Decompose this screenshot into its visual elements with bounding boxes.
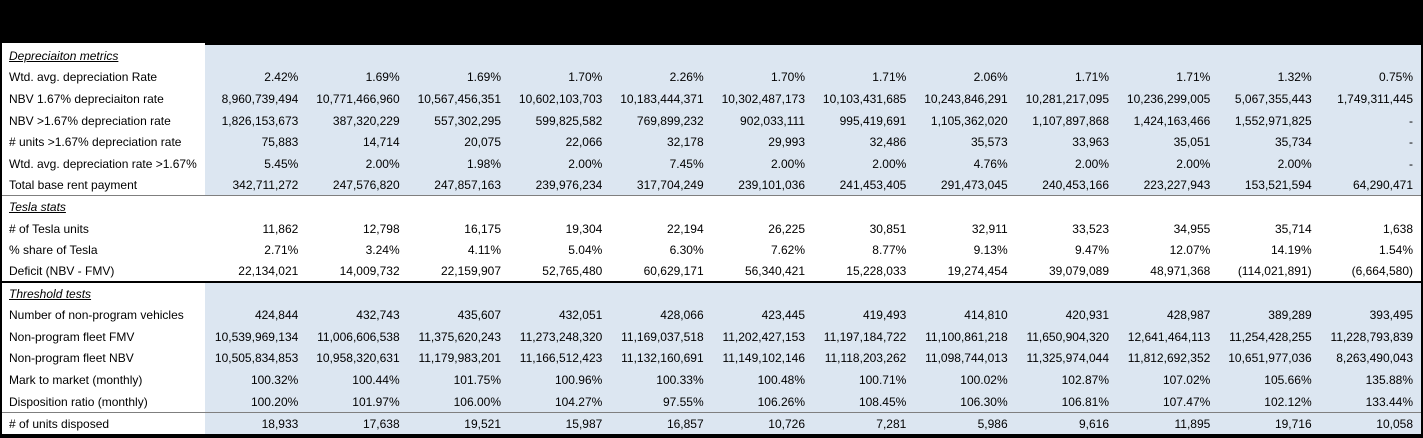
cell[interactable]: 1.69% <box>408 67 509 89</box>
cell[interactable]: 12,641,464,113 <box>1117 326 1218 348</box>
cell[interactable]: 107.02% <box>1117 369 1218 391</box>
cell[interactable]: 75,883 <box>205 131 306 153</box>
table-row <box>2 67 1421 89</box>
section-heading-cell[interactable] <box>2 196 205 218</box>
table-border-bottom <box>0 434 1423 438</box>
cell[interactable]: 239,101,036 <box>712 175 813 196</box>
cell[interactable]: 101.97% <box>306 391 407 413</box>
cell[interactable]: 22,066 <box>509 131 610 153</box>
section-heading-text: Threshold tests <box>9 286 92 301</box>
cell[interactable]: 11,179,983,201 <box>408 348 509 370</box>
table-row <box>2 175 1421 197</box>
cell[interactable]: 11,166,512,423 <box>509 348 610 370</box>
cell[interactable]: 2.00% <box>813 153 914 175</box>
cell[interactable]: 11,273,248,320 <box>509 326 610 348</box>
table-row <box>2 369 1421 391</box>
cell[interactable]: 0.75% <box>1320 67 1421 89</box>
cell[interactable]: 5,067,355,443 <box>1218 88 1319 110</box>
cell[interactable]: 5,986 <box>914 413 1015 434</box>
cell[interactable]: 106.26% <box>712 391 813 413</box>
cell[interactable]: 10,539,969,134 <box>205 326 306 348</box>
cell[interactable]: 11,118,203,262 <box>813 348 914 370</box>
cell[interactable]: 247,857,163 <box>408 175 509 196</box>
cell[interactable]: 389,289 <box>1218 304 1319 326</box>
cell[interactable]: 8,263,490,043 <box>1320 348 1421 370</box>
cell[interactable]: 11,100,861,218 <box>914 326 1015 348</box>
cell[interactable]: 104.27% <box>509 391 610 413</box>
cell[interactable]: 10,505,834,853 <box>205 348 306 370</box>
cell[interactable]: 35,714 <box>1218 218 1319 240</box>
section-heading-text: Depreciaiton metrics <box>9 48 119 63</box>
cell[interactable]: 100.02% <box>914 369 1015 391</box>
cell[interactable]: 2.00% <box>1016 153 1117 175</box>
cell[interactable]: 32,486 <box>813 131 914 153</box>
table-row <box>2 348 1421 370</box>
cell[interactable]: 11,169,037,518 <box>610 326 711 348</box>
cell[interactable]: 1,638 <box>1320 218 1421 240</box>
cell[interactable]: 48,971,368 <box>1117 261 1218 281</box>
cell[interactable]: 4.76% <box>914 153 1015 175</box>
cell[interactable]: 1,105,362,020 <box>914 110 1015 132</box>
cell[interactable]: 100.96% <box>509 369 610 391</box>
table-row <box>2 88 1421 110</box>
cell[interactable]: 10,726 <box>712 413 813 434</box>
cell[interactable]: 1.32% <box>1218 67 1319 89</box>
row-label[interactable]: # units >1.67% depreciation rate <box>2 131 205 153</box>
cell[interactable]: 10,236,299,005 <box>1117 88 1218 110</box>
cell[interactable] <box>408 45 509 67</box>
cell[interactable]: 414,810 <box>914 304 1015 326</box>
cell[interactable]: 2.00% <box>1117 153 1218 175</box>
cell[interactable]: 1.54% <box>1320 239 1421 261</box>
cell[interactable] <box>205 283 306 305</box>
cell[interactable]: 11,650,904,320 <box>1016 326 1117 348</box>
cell[interactable] <box>712 45 813 67</box>
cell[interactable] <box>1320 45 1421 67</box>
cell[interactable]: 10,771,466,960 <box>306 88 407 110</box>
cell[interactable]: 18,933 <box>205 413 306 434</box>
cell[interactable]: 97.55% <box>610 391 711 413</box>
cell[interactable]: 11,006,606,538 <box>306 326 407 348</box>
cell[interactable]: 291,473,045 <box>914 175 1015 196</box>
cell[interactable]: 11,895 <box>1117 413 1218 434</box>
cell[interactable]: 30,851 <box>813 218 914 240</box>
cell[interactable]: 241,453,405 <box>813 175 914 196</box>
cell[interactable] <box>1016 196 1117 218</box>
cell[interactable]: 26,225 <box>712 218 813 240</box>
cell[interactable] <box>306 196 407 218</box>
cell[interactable]: 420,931 <box>1016 304 1117 326</box>
cell[interactable]: 32,178 <box>610 131 711 153</box>
cell[interactable]: 342,711,272 <box>205 175 306 196</box>
section-heading-row <box>2 283 1421 305</box>
cell[interactable]: 432,743 <box>306 304 407 326</box>
cell[interactable] <box>509 196 610 218</box>
cell[interactable]: 12,798 <box>306 218 407 240</box>
cell[interactable]: 1.70% <box>712 67 813 89</box>
cell[interactable]: 16,175 <box>408 218 509 240</box>
cell[interactable]: 11,228,793,839 <box>1320 326 1421 348</box>
cell[interactable]: 106.00% <box>408 391 509 413</box>
cell[interactable]: 1,826,153,673 <box>205 110 306 132</box>
table-row <box>2 239 1421 261</box>
cell[interactable]: 12.07% <box>1117 239 1218 261</box>
cell[interactable]: 1.69% <box>306 67 407 89</box>
cell[interactable]: 19,274,454 <box>914 261 1015 281</box>
cell[interactable]: 5.45% <box>205 153 306 175</box>
cell[interactable]: 10,281,217,095 <box>1016 88 1117 110</box>
cell[interactable] <box>1117 283 1218 305</box>
cell[interactable]: (6,664,580) <box>1320 261 1421 281</box>
cell[interactable]: 11,812,692,352 <box>1117 348 1218 370</box>
table-row <box>2 326 1421 348</box>
cell[interactable]: 1,107,897,868 <box>1016 110 1117 132</box>
cell[interactable]: 1,424,163,466 <box>1117 110 1218 132</box>
cell[interactable]: 100.71% <box>813 369 914 391</box>
cell[interactable]: 8.77% <box>813 239 914 261</box>
cell[interactable]: 11,375,620,243 <box>408 326 509 348</box>
row-label[interactable]: Number of non-program vehicles <box>2 304 205 326</box>
table-row <box>2 218 1421 240</box>
cell[interactable] <box>914 283 1015 305</box>
cell[interactable]: 1.71% <box>1117 67 1218 89</box>
cell[interactable] <box>1117 45 1218 67</box>
cell[interactable]: 11,149,102,146 <box>712 348 813 370</box>
row-label[interactable]: # of Tesla units <box>2 218 205 240</box>
cell[interactable] <box>306 283 407 305</box>
cell[interactable]: 995,419,691 <box>813 110 914 132</box>
cell[interactable]: 34,955 <box>1117 218 1218 240</box>
cell[interactable]: 33,523 <box>1016 218 1117 240</box>
cell[interactable] <box>509 283 610 305</box>
row-label[interactable]: Total base rent payment <box>2 175 205 196</box>
cell[interactable]: 1.71% <box>1016 67 1117 89</box>
cell[interactable] <box>408 196 509 218</box>
cell[interactable] <box>509 45 610 67</box>
cell[interactable] <box>914 45 1015 67</box>
cell[interactable]: 10,602,103,703 <box>509 88 610 110</box>
cell[interactable]: 56,340,421 <box>712 261 813 281</box>
cell[interactable] <box>914 196 1015 218</box>
cell[interactable]: 10,651,977,036 <box>1218 348 1319 370</box>
cell[interactable]: 2.00% <box>712 153 813 175</box>
cell[interactable]: 10,183,444,371 <box>610 88 711 110</box>
cell[interactable]: 1,552,971,825 <box>1218 110 1319 132</box>
cell[interactable]: 11,202,427,153 <box>712 326 813 348</box>
cell[interactable]: 247,576,820 <box>306 175 407 196</box>
cell[interactable] <box>1320 283 1421 305</box>
cell[interactable]: 106.81% <box>1016 391 1117 413</box>
cell[interactable]: 8,960,739,494 <box>205 88 306 110</box>
cell[interactable]: 39,079,089 <box>1016 261 1117 281</box>
row-label[interactable]: Disposition ratio (monthly) <box>2 391 205 413</box>
section-heading-row <box>2 45 1421 67</box>
cell[interactable]: 2.06% <box>914 67 1015 89</box>
table-row <box>2 412 1421 434</box>
cell[interactable]: 9.47% <box>1016 239 1117 261</box>
cell[interactable]: 20,075 <box>408 131 509 153</box>
table-row <box>2 304 1421 326</box>
table-body <box>2 45 1421 434</box>
cell[interactable]: 35,573 <box>914 131 1015 153</box>
cell[interactable]: 5.04% <box>509 239 610 261</box>
cell[interactable]: 6.30% <box>610 239 711 261</box>
cell[interactable]: 2.00% <box>1218 153 1319 175</box>
section-heading-row <box>2 196 1421 218</box>
table-row <box>2 110 1421 132</box>
cell[interactable]: 11,132,160,691 <box>610 348 711 370</box>
cell[interactable]: 435,607 <box>408 304 509 326</box>
cell[interactable]: 35,734 <box>1218 131 1319 153</box>
cell[interactable] <box>610 283 711 305</box>
cell[interactable]: 19,521 <box>408 413 509 434</box>
cell[interactable]: 9,616 <box>1016 413 1117 434</box>
row-label[interactable]: Non-program fleet NBV <box>2 348 205 370</box>
cell[interactable]: 9.13% <box>914 239 1015 261</box>
cell[interactable]: 32,911 <box>914 218 1015 240</box>
cell[interactable] <box>610 196 711 218</box>
cell[interactable] <box>1117 196 1218 218</box>
cell[interactable]: 19,304 <box>509 218 610 240</box>
section-heading-cell[interactable] <box>2 283 205 305</box>
cell[interactable]: 133.44% <box>1320 391 1421 413</box>
cell[interactable]: 387,320,229 <box>306 110 407 132</box>
cell[interactable]: 11,197,184,722 <box>813 326 914 348</box>
cell[interactable]: 22,134,021 <box>205 261 306 281</box>
cell[interactable]: 769,899,232 <box>610 110 711 132</box>
table-border-left <box>0 0 2 438</box>
cell[interactable]: 557,302,295 <box>408 110 509 132</box>
header-bar-data-columns <box>205 0 1423 46</box>
cell[interactable] <box>813 283 914 305</box>
cell[interactable]: 10,958,320,631 <box>306 348 407 370</box>
cell[interactable]: 100.44% <box>306 369 407 391</box>
cell[interactable]: 52,765,480 <box>509 261 610 281</box>
cell[interactable]: 2.00% <box>306 153 407 175</box>
table-row <box>2 131 1421 153</box>
cell[interactable]: 102.12% <box>1218 391 1319 413</box>
section-heading-cell[interactable] <box>2 45 205 67</box>
cell[interactable]: 22,194 <box>610 218 711 240</box>
cell[interactable] <box>1016 45 1117 67</box>
cell[interactable]: 15,228,033 <box>813 261 914 281</box>
cell[interactable]: 14,009,732 <box>306 261 407 281</box>
cell[interactable] <box>408 283 509 305</box>
row-label[interactable]: Deficit (NBV - FMV) <box>2 261 205 281</box>
cell[interactable]: 16,857 <box>610 413 711 434</box>
cell[interactable]: 10,567,456,351 <box>408 88 509 110</box>
cell[interactable]: 423,445 <box>712 304 813 326</box>
row-label[interactable]: % share of Tesla <box>2 239 205 261</box>
cell[interactable]: - <box>1320 153 1421 175</box>
cell[interactable]: 2.42% <box>205 67 306 89</box>
cell[interactable]: 3.24% <box>306 239 407 261</box>
cell[interactable]: 105.66% <box>1218 369 1319 391</box>
cell[interactable]: 100.20% <box>205 391 306 413</box>
cell[interactable]: 4.11% <box>408 239 509 261</box>
cell[interactable]: 14.19% <box>1218 239 1319 261</box>
cell[interactable]: 432,051 <box>509 304 610 326</box>
table-row <box>2 153 1421 175</box>
cell[interactable]: 60,629,171 <box>610 261 711 281</box>
cell[interactable]: - <box>1320 131 1421 153</box>
cell[interactable]: 14,714 <box>306 131 407 153</box>
cell[interactable]: 11,325,974,044 <box>1016 348 1117 370</box>
cell[interactable]: 17,638 <box>306 413 407 434</box>
cell[interactable]: 428,987 <box>1117 304 1218 326</box>
cell[interactable] <box>1320 196 1421 218</box>
row-label[interactable]: NBV >1.67% depreciation rate <box>2 110 205 132</box>
header-bar-label-column <box>0 0 205 43</box>
cell[interactable]: 10,103,431,685 <box>813 88 914 110</box>
cell[interactable]: (114,021,891) <box>1218 261 1319 281</box>
cell[interactable]: 35,051 <box>1117 131 1218 153</box>
cell[interactable]: 7.62% <box>712 239 813 261</box>
row-label[interactable]: # of units disposed <box>2 413 205 434</box>
cell[interactable]: 240,453,166 <box>1016 175 1117 196</box>
cell[interactable]: 106.30% <box>914 391 1015 413</box>
cell[interactable]: 153,521,594 <box>1218 175 1319 196</box>
cell[interactable]: 11,254,428,255 <box>1218 326 1319 348</box>
cell[interactable] <box>610 45 711 67</box>
row-label[interactable]: Non-program fleet FMV <box>2 326 205 348</box>
cell[interactable]: 102.87% <box>1016 369 1117 391</box>
cell[interactable]: 15,987 <box>509 413 610 434</box>
cell[interactable] <box>205 45 306 67</box>
cell[interactable] <box>205 196 306 218</box>
cell[interactable]: 29,993 <box>712 131 813 153</box>
row-label[interactable]: Wtd. avg. depreciation rate >1.67% <box>2 153 205 175</box>
table-row <box>2 261 1421 283</box>
cell[interactable] <box>1218 45 1319 67</box>
cell[interactable]: 11,862 <box>205 218 306 240</box>
cell[interactable] <box>813 45 914 67</box>
cell[interactable]: 10,302,487,173 <box>712 88 813 110</box>
cell[interactable] <box>712 196 813 218</box>
cell[interactable] <box>1218 196 1319 218</box>
cell[interactable]: 239,976,234 <box>509 175 610 196</box>
cell[interactable]: 2.71% <box>205 239 306 261</box>
cell[interactable]: 599,825,582 <box>509 110 610 132</box>
cell[interactable]: 7.45% <box>610 153 711 175</box>
row-label[interactable]: Mark to market (monthly) <box>2 369 205 391</box>
cell[interactable]: 107.47% <box>1117 391 1218 413</box>
cell[interactable] <box>712 283 813 305</box>
cell[interactable]: 7,281 <box>813 413 914 434</box>
cell[interactable]: 902,033,111 <box>712 110 813 132</box>
cell[interactable]: 10,243,846,291 <box>914 88 1015 110</box>
cell[interactable]: 317,704,249 <box>610 175 711 196</box>
cell[interactable] <box>1016 283 1117 305</box>
cell[interactable]: 1.98% <box>408 153 509 175</box>
cell[interactable]: 101.75% <box>408 369 509 391</box>
cell[interactable]: 1.71% <box>813 67 914 89</box>
cell[interactable]: 10,058 <box>1320 413 1421 434</box>
cell[interactable] <box>306 45 407 67</box>
section-heading-text: Tesla stats <box>9 200 66 215</box>
cell[interactable]: 22,159,907 <box>408 261 509 281</box>
cell[interactable]: 2.00% <box>509 153 610 175</box>
cell[interactable]: 100.32% <box>205 369 306 391</box>
cell[interactable]: 135.88% <box>1320 369 1421 391</box>
cell[interactable]: 100.48% <box>712 369 813 391</box>
cell[interactable]: 424,844 <box>205 304 306 326</box>
row-label[interactable]: Wtd. avg. depreciation Rate <box>2 67 205 89</box>
cell[interactable]: 64,290,471 <box>1320 175 1421 196</box>
cell[interactable]: 2.26% <box>610 67 711 89</box>
cell[interactable]: 100.33% <box>610 369 711 391</box>
cell[interactable]: 33,963 <box>1016 131 1117 153</box>
cell[interactable]: 393,495 <box>1320 304 1421 326</box>
cell[interactable]: 108.45% <box>813 391 914 413</box>
row-label[interactable]: NBV 1.67% depreciaiton rate <box>2 88 205 110</box>
cell[interactable]: 419,493 <box>813 304 914 326</box>
cell[interactable]: 1.70% <box>509 67 610 89</box>
cell[interactable] <box>813 196 914 218</box>
cell[interactable] <box>1218 283 1319 305</box>
cell[interactable]: 19,716 <box>1218 413 1319 434</box>
cell[interactable]: 11,098,744,013 <box>914 348 1015 370</box>
cell[interactable]: - <box>1320 110 1421 132</box>
table-row <box>2 391 1421 413</box>
cell[interactable]: 223,227,943 <box>1117 175 1218 196</box>
cell[interactable]: 428,066 <box>610 304 711 326</box>
cell[interactable]: 1,749,311,445 <box>1320 88 1421 110</box>
